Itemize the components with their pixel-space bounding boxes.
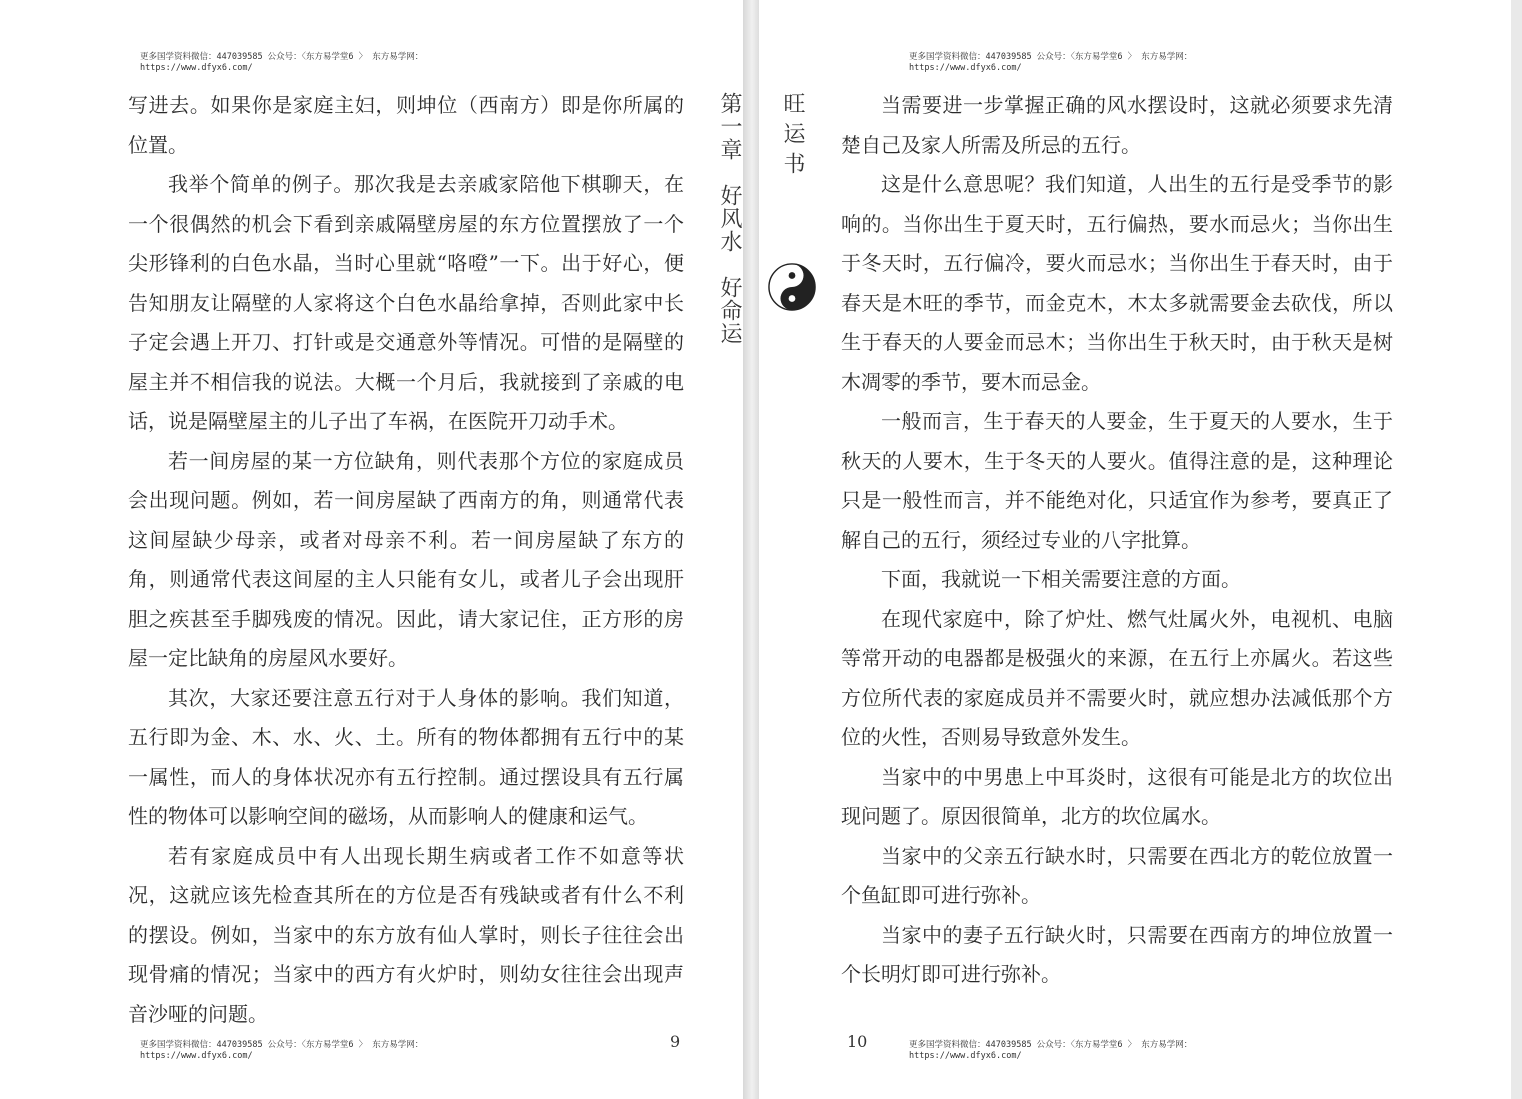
left-page: [0, 0, 743, 1099]
watermark-url: https://www.dfyx6.com/: [140, 1051, 253, 1061]
right-body-text: [841, 86, 1393, 995]
running-title-chapter: 第一章 好风水 好命运: [717, 92, 742, 345]
footer-watermark: [909, 1040, 1192, 1062]
page-number: 10: [847, 1032, 868, 1051]
watermark-line1: 更多国学资料微信：447039585 公众号：〈东方易学堂6 〉 东方易学网：: [140, 1040, 424, 1050]
header-watermark: [909, 52, 1192, 74]
yin-yang-icon: [768, 263, 816, 311]
paragraph: 若有家庭成员中有人出现长期生病或者工作不如意等状况，这就应该先检查其所在的方位是否有残缺或者有什么不利的摆设。例如，当家中的东方放有仙人掌时，则长子往往会出现骨痛的情况；当家中的西方有火炉时，则幼女往往会出现声音沙哑的问题。: [128, 843, 684, 1026]
watermark-line1: 更多国学资料微信：447039585 公众号：〈东方易学堂6 〉 东方易学网：: [909, 1040, 1193, 1050]
paragraph: 其次，大家还要注意五行对于人身体的影响。我们知道，五行即为金、木、水、火、土。所有的物体都拥有五行中的某一属性，而人的身体状况亦有五行控制。通过摆设具有五行属性的物体可以影响空间的磁场，从而影响人的健康和运气。: [128, 685, 684, 828]
paragraph: 下面，我就说一下相关需要注意的方面。: [881, 567, 1241, 591]
footer-watermark: [140, 1040, 423, 1062]
paragraph: 若一间房屋的某一方位缺角，则代表那个方位的家庭成员会出现问题。例如，若一间房屋缺了西南方的角，则通常代表这间屋缺少母亲，或者对母亲不利。若一间房屋缺了东方的角，则通常代表这间屋的主人只能有女儿，或者儿子会出现肝胆之疾甚至手脚残废的情况。因此，请大家记住，正方形的房屋一定比缺角的房屋风水要好。: [128, 448, 684, 670]
paragraph: 当家中的中男患上中耳炎时，这很有可能是北方的坎位出现问题了。原因很简单，北方的坎位属水。: [841, 764, 1393, 828]
watermark-url: https://www.dfyx6.com/: [909, 1051, 1022, 1061]
paragraph: 一般而言，生于春天的人要金，生于夏天的人要水，生于秋天的人要木，生于冬天的人要火。值得注意的是，这种理论只是一般性而言，并不能绝对化，只适宜作为参考，要真正了解自己的五行，须经过专业的八字批算。: [841, 409, 1393, 552]
watermark-url: https://www.dfyx6.com/: [909, 63, 1022, 73]
paragraph: 当家中的父亲五行缺水时，只需要在西北方的乾位放置一个鱼缸即可进行弥补。: [841, 843, 1393, 907]
watermark-line1: 更多国学资料微信：447039585 公众号：〈东方易学堂6 〉 东方易学网：: [140, 52, 424, 62]
left-body-text: [128, 86, 684, 1034]
running-title-book: 旺运书: [780, 92, 805, 182]
page-number: 9: [670, 1032, 681, 1051]
right-page: [759, 0, 1511, 1099]
paragraph: 我举个简单的例子。那次我是去亲戚家陪他下棋聊天，在一个很偶然的机会下看到亲戚隔壁房屋的东方位置摆放了一个尖形锋利的白色水晶，当时心里就“咯噔”一下。出于好心，便告知朋友让隔壁的人家将这个白色水晶给拿掉，否则此家中长子定会遇上开刀、打针或是交通意外等情况。可惜的是隔壁的屋主并不相信我的说法。大概一个月后，我就接到了亲戚的电话，说是隔壁屋主的儿子出了车祸，在医院开刀动手术。: [128, 172, 684, 433]
header-watermark: [140, 52, 423, 74]
watermark-url: https://www.dfyx6.com/: [140, 63, 253, 73]
watermark-line1: 更多国学资料微信：447039585 公众号：〈东方易学堂6 〉 东方易学网：: [909, 52, 1193, 62]
paragraph: 这是什么意思呢？我们知道，人出生的五行是受季节的影响的。当你出生于夏天时，五行偏热，要水而忌火；当你出生于冬天时，五行偏冷，要火而忌水；当你出生于春天时，由于春天是木旺的季节，而金克木，木太多就需要金去砍伐，所以生于春天的人要金而忌木；当你出生于秋天时，由于秋天是树木凋零的季节，要木而忌金。: [841, 172, 1393, 394]
paragraph: 写进去。如果你是家庭主妇，则坤位（西南方）即是你所属的位置。: [128, 93, 684, 157]
paragraph: 在现代家庭中，除了炉灶、燃气灶属火外，电视机、电脑等常开动的电器都是极强火的来源，在五行上亦属火。若这些方位所代表的家庭成员并不需要火时，就应想办法减低那个方位的火性，否则易导致意外发生。: [841, 606, 1393, 749]
paragraph: 当需要进一步掌握正确的风水摆设时，这就必须要求先清楚自己及家人所需及所忌的五行。: [841, 93, 1393, 157]
paragraph: 当家中的妻子五行缺火时，只需要在西南方的坤位放置一个长明灯即可进行弥补。: [841, 922, 1393, 986]
